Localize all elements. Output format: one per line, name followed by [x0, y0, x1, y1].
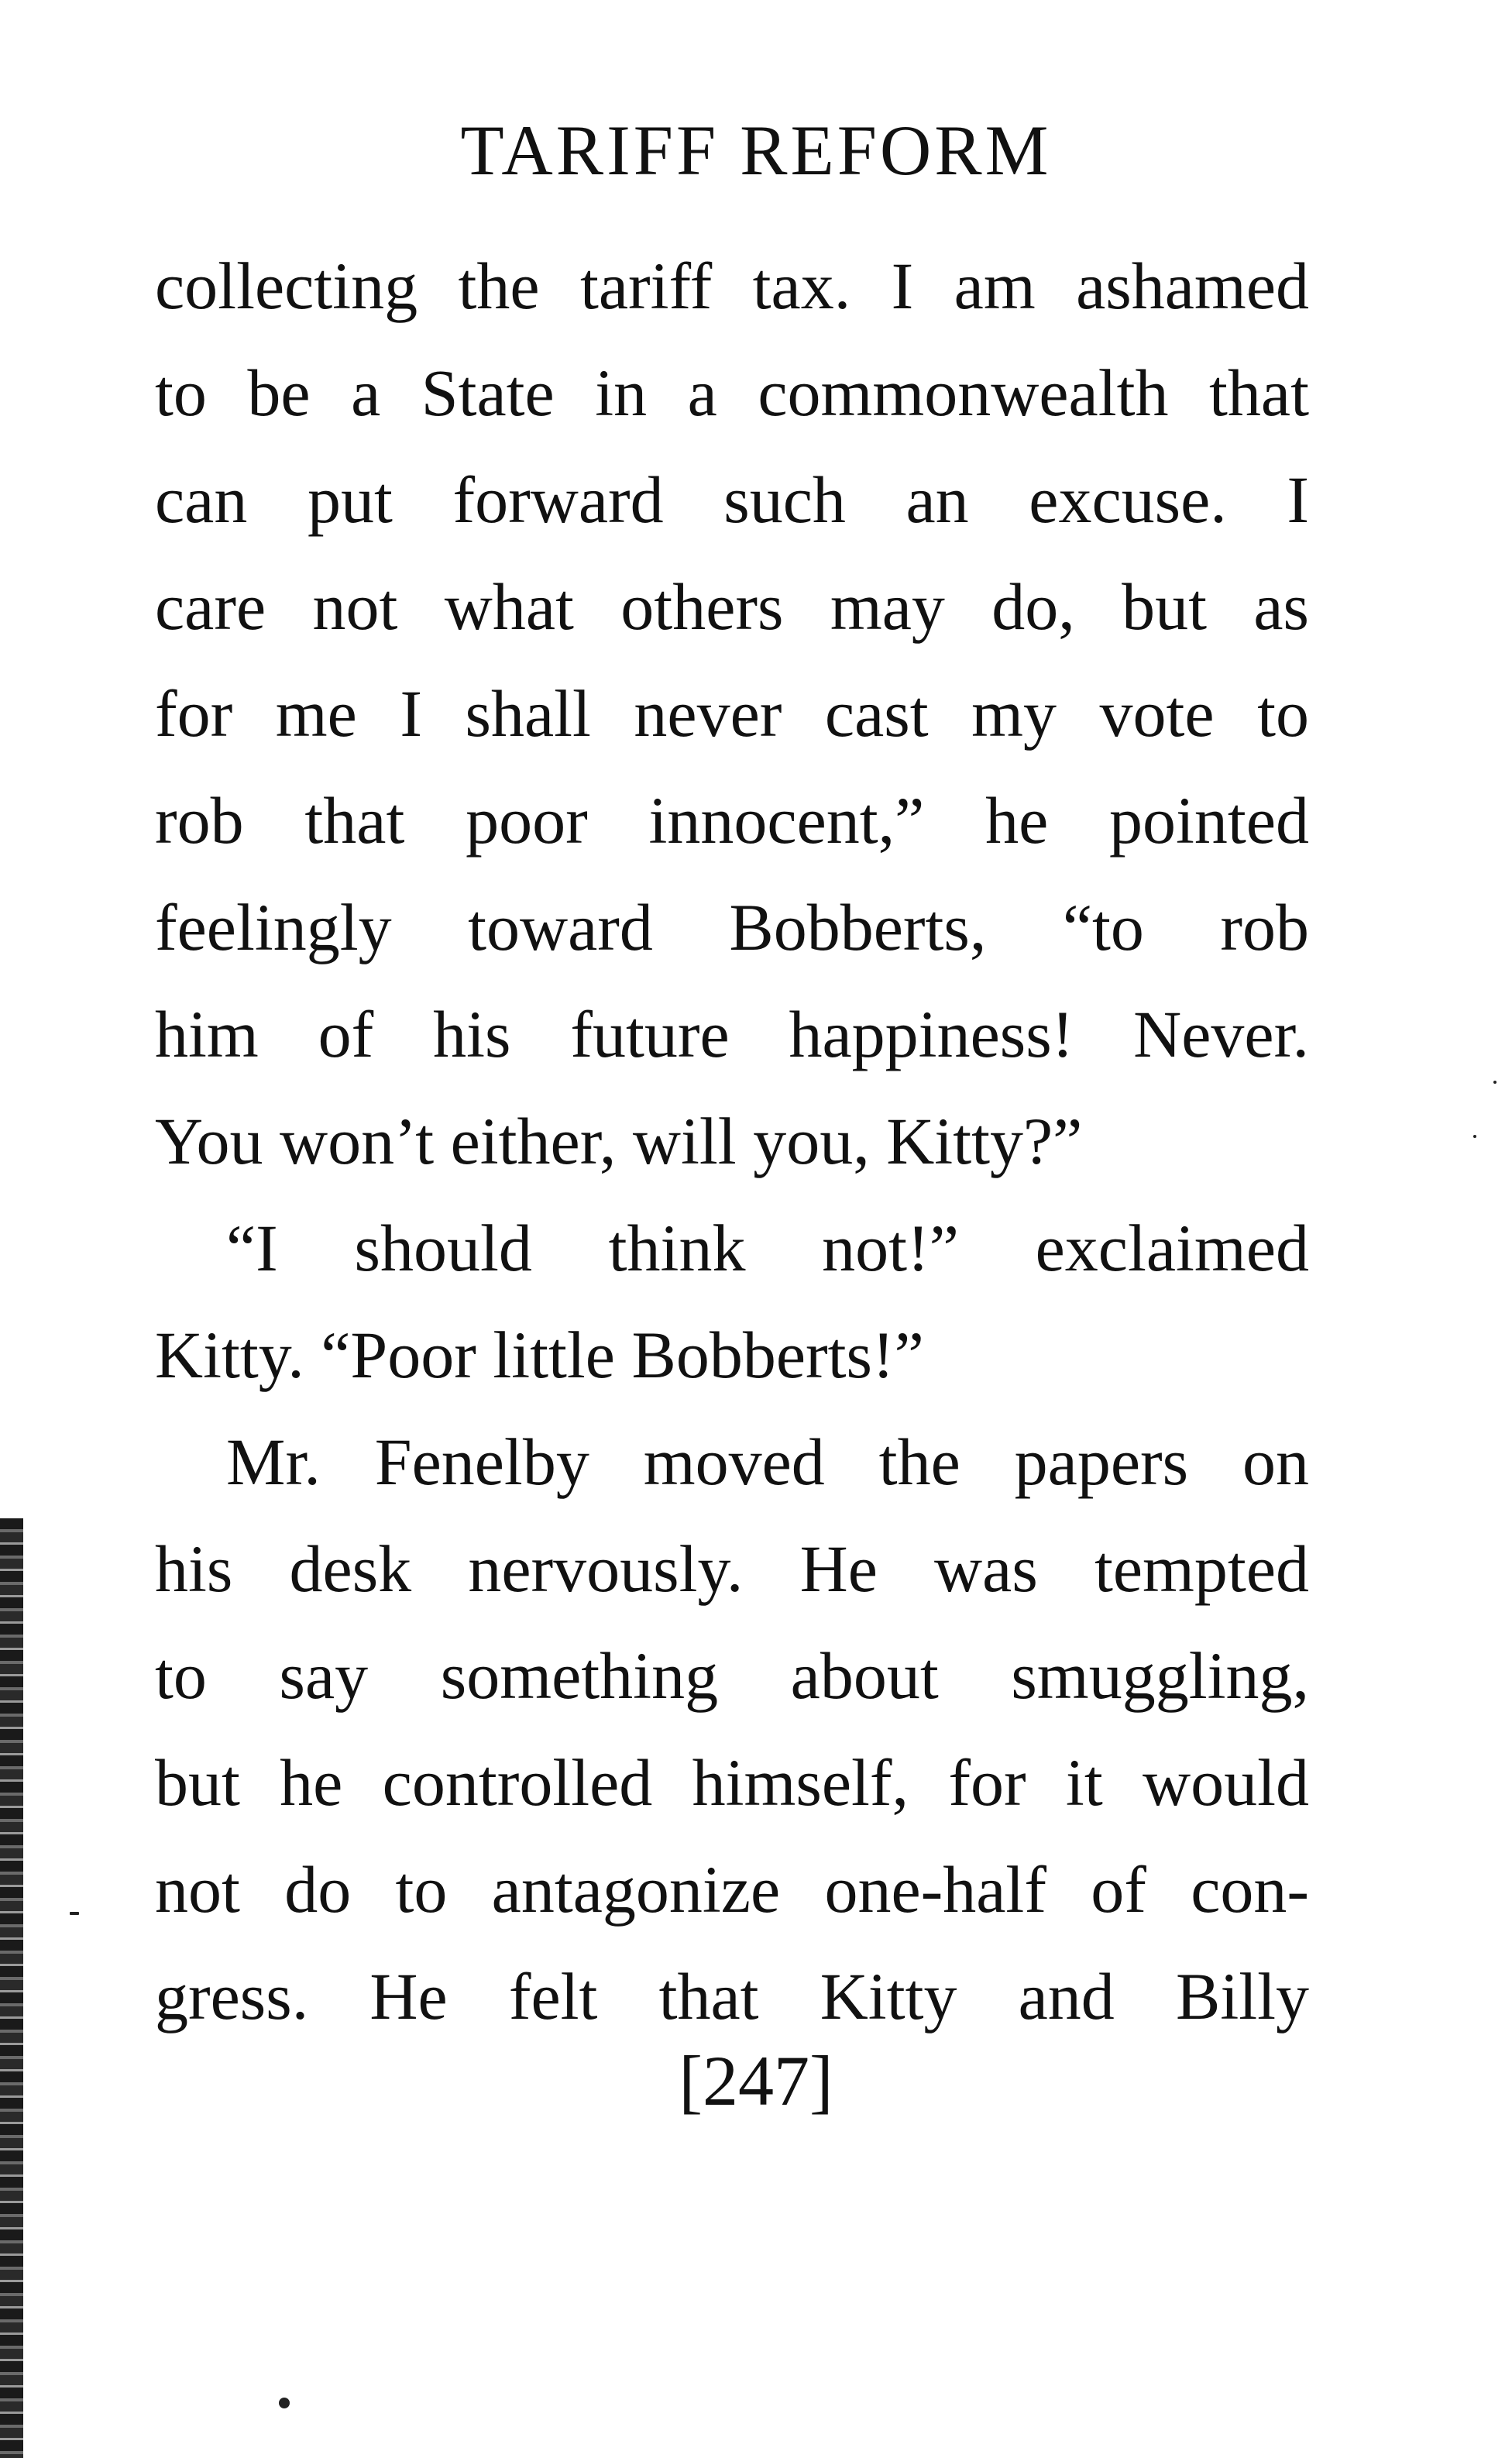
ink-speck	[70, 1912, 79, 1915]
running-head: TARIFF REFORM	[460, 111, 1052, 190]
text-line: for me I shall never cast my vote to	[155, 676, 1309, 751]
text-line: his desk nervously. He was tempted	[155, 1532, 1309, 1606]
text-line: collecting the tariff tax. I am ashamed	[155, 249, 1309, 323]
text-line: but he controlled himself, for it would	[155, 1745, 1309, 1820]
paragraph-end-line: Kitty. “Poor little Bobberts!”	[155, 1318, 924, 1392]
ink-speck	[279, 2398, 290, 2408]
text-line: feelingly toward Bobberts, “to rob	[155, 890, 1309, 964]
text-line: care not what others may do, but as	[155, 569, 1309, 644]
paragraph-start-line: “I should think not!” exclaimed	[226, 1211, 1309, 1285]
text-line: rob that poor innocent,” he pointed	[155, 783, 1309, 858]
text-line: not do to antagonize one-half of con-	[155, 1852, 1309, 1927]
body-text	[155, 232, 1309, 2050]
ink-speck	[1493, 1081, 1497, 1084]
text-line: him of his future happiness! Never.	[155, 997, 1309, 1071]
text-line: gress. He felt that Kitty and Billy	[155, 1959, 1309, 2033]
text-line: can put forward such an excuse. I	[155, 462, 1309, 537]
text-line: to say something about smuggling,	[155, 1638, 1309, 1713]
text-line: to be a State in a commonwealth that	[155, 356, 1309, 430]
binding-edge-shadow	[0, 1518, 23, 2458]
paragraph-start-line: Mr. Fenelby moved the papers on	[226, 1425, 1309, 1499]
page-number: [247]	[679, 2041, 833, 2120]
ink-speck	[1473, 1135, 1476, 1138]
paragraph-end-line: You won’t either, will you, Kitty?”	[155, 1104, 1083, 1178]
